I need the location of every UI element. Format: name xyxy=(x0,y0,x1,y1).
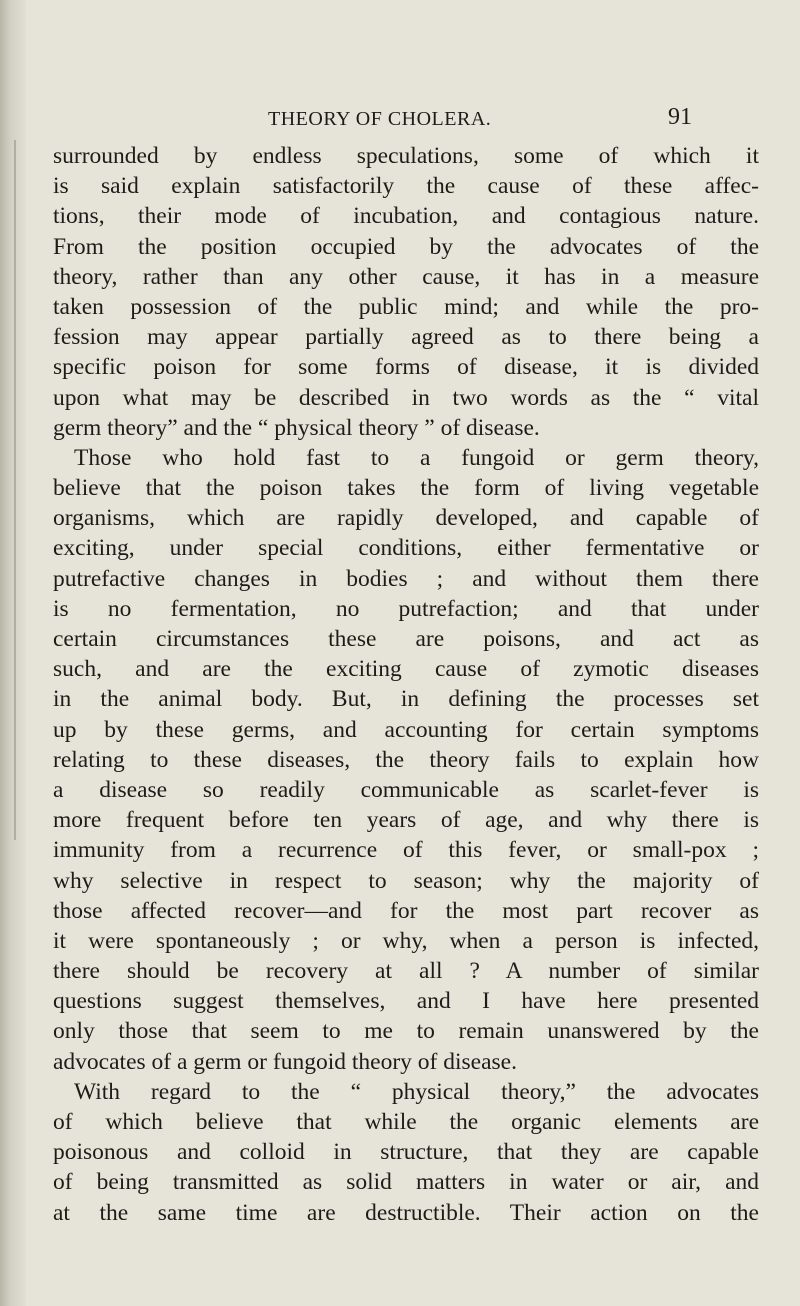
text-line: theory, rather than any other cause, it has in a measure xyxy=(53,263,759,290)
text-line: From the position occupied by the advocates of the xyxy=(53,233,759,260)
text-line: at the same time are destructible. Their action on the xyxy=(53,1199,759,1226)
text-line: specific poison for some forms of disease, it is divided xyxy=(53,354,759,381)
text-line: organisms, which are rapidly developed, and capable of xyxy=(53,505,759,532)
text-line: certain circumstances these are poisons, and act as xyxy=(53,626,759,652)
text-line: of which believe that while the organic elements are xyxy=(53,1109,759,1135)
text-line: upon what may be described in two words as the “ vital xyxy=(53,384,759,411)
text-line: Those who hold fast to a fungoid or germ theory, xyxy=(74,444,759,471)
text-line: exciting, under special conditions, either fermentative or xyxy=(53,535,759,562)
text-line: germ theory” and the “ physical theory ” of disease. xyxy=(53,414,540,441)
text-line: there should be recovery at all ? A number of similar xyxy=(53,958,759,985)
body-text xyxy=(53,141,759,1228)
text-line: more frequent before ten years of age, and why there is xyxy=(53,807,759,834)
text-line: up by these germs, and accounting for certain symptoms xyxy=(53,716,759,743)
text-line: only those that seem to me to remain unanswered by the xyxy=(53,1018,759,1045)
text-line: advocates of a germ or fungoid theory of disease. xyxy=(53,1048,517,1075)
text-line: of being transmitted as solid matters in water or air, and xyxy=(53,1169,759,1196)
running-title: THEORY OF CHOLERA. xyxy=(268,108,492,130)
text-line: those affected recover—and for the most part recover as xyxy=(53,897,759,924)
text-line: tions, their mode of incubation, and contagious nature. xyxy=(53,203,759,230)
text-line: surrounded by endless speculations, some of which it xyxy=(53,143,759,169)
text-line: why selective in respect to season; why the majority of xyxy=(53,867,759,894)
text-line: With regard to the “ physical theory,” the advocates xyxy=(74,1078,759,1105)
text-line: is said explain satisfactorily the cause of these affec- xyxy=(53,173,759,200)
page-number: 91 xyxy=(668,104,692,130)
text-line: poisonous and colloid in structure, that they are capable xyxy=(53,1139,759,1166)
text-line: questions suggest themselves, and I have here presented xyxy=(53,988,759,1015)
text-line: believe that the poison takes the form of living vegetable xyxy=(53,475,759,502)
page-binding-shadow xyxy=(14,140,16,840)
page-header xyxy=(0,98,800,138)
text-line: it were spontaneously ; or why, when a person is infected, xyxy=(53,927,759,954)
text-line: taken possession of the public mind; and while the pro- xyxy=(53,293,759,320)
text-line: such, and are the exciting cause of zymotic diseases xyxy=(53,656,759,683)
text-line: a disease so readily communicable as scarlet-fever is xyxy=(53,776,759,803)
text-line: in the animal body. But, in defining the processes set xyxy=(53,686,759,713)
text-line: putrefactive changes in bodies ; and without them there xyxy=(53,565,759,592)
text-line: relating to these diseases, the theory fails to explain how xyxy=(53,746,759,773)
text-line: is no fermentation, no putrefaction; and that under xyxy=(53,595,759,622)
text-line: fession may appear partially agreed as to there being a xyxy=(53,324,759,351)
page-binding-edge xyxy=(0,0,26,1306)
text-line: immunity from a recurrence of this fever, or small-pox ; xyxy=(53,837,759,864)
